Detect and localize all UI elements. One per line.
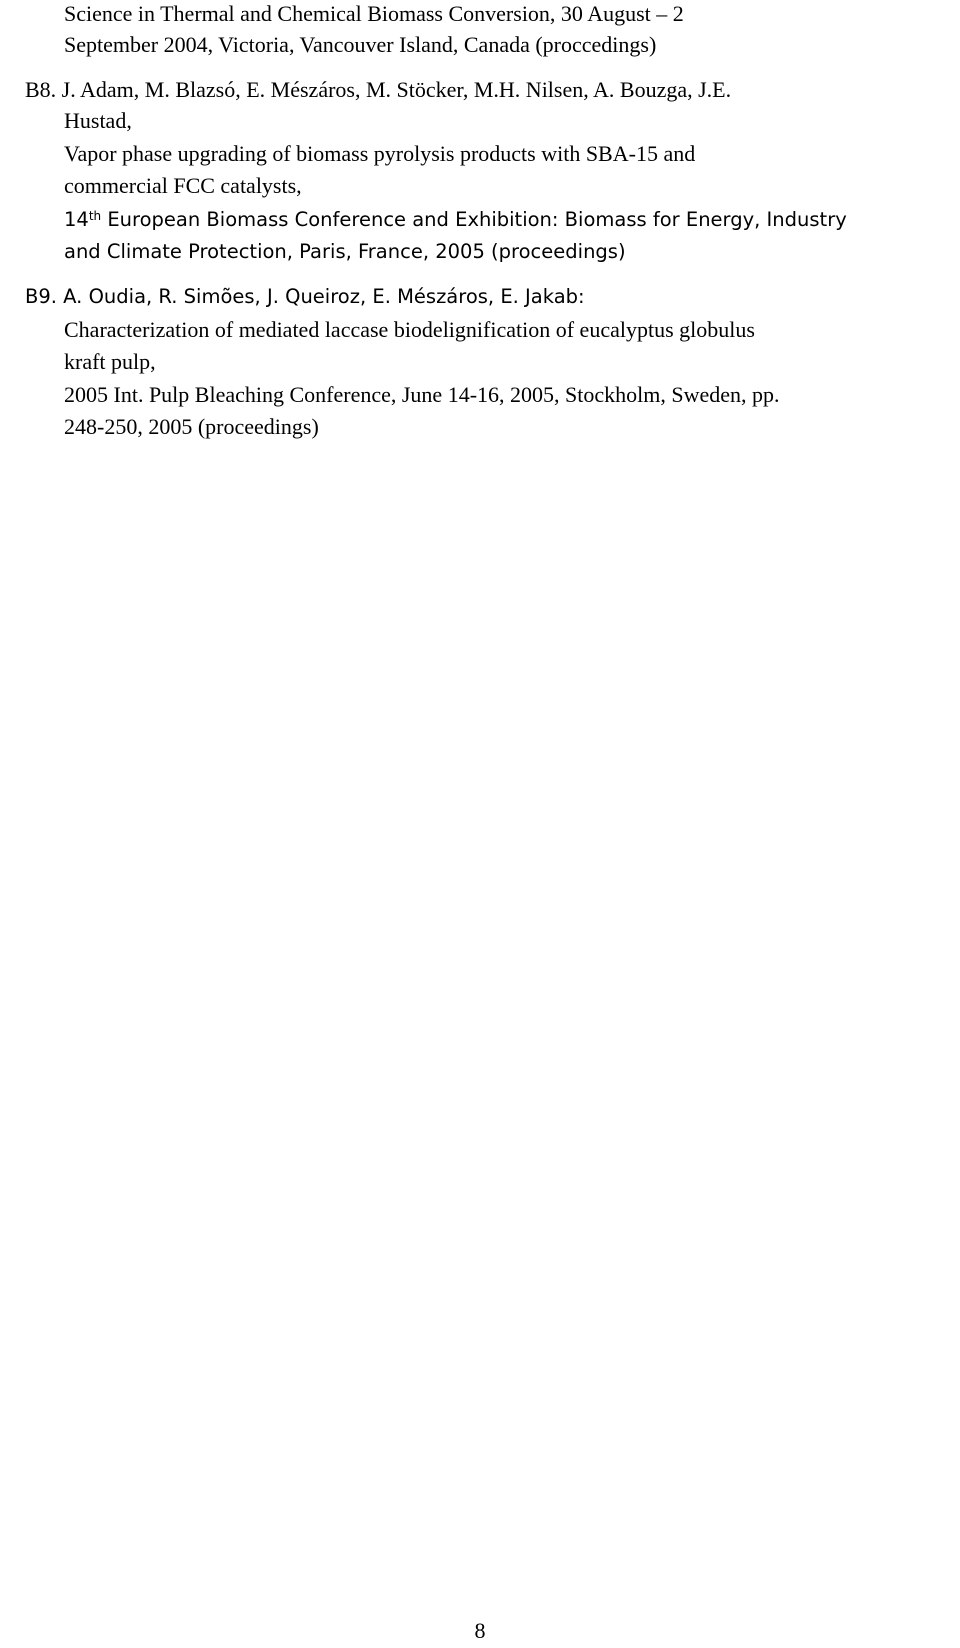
text-line: kraft pulp, bbox=[64, 349, 156, 374]
reference-title: Vapor phase upgrading of biomass pyrolysis products with SBA-15 and bbox=[64, 141, 696, 166]
ordinal-number: 14 bbox=[64, 208, 89, 231]
text-line: and Climate Protection, Paris, France, 2005 (proceedings) bbox=[64, 240, 626, 263]
ordinal-suffix: th bbox=[88, 209, 102, 223]
page-number: 8 bbox=[474, 1618, 486, 1643]
reference-authors: B9. A. Oudia, R. Simões, J. Queiroz, E. Mészáros, E. Jakab: bbox=[25, 285, 585, 308]
text-line: 248-250, 2005 (proceedings) bbox=[64, 414, 319, 439]
reference-venue: 2005 Int. Pulp Bleaching Conference, June 14-16, 2005, Stockholm, Sweden, pp. bbox=[64, 382, 780, 407]
reference-venue bbox=[64, 206, 847, 234]
text-line: Hustad, bbox=[64, 108, 132, 133]
reference-authors: B8. J. Adam, M. Blazsó, E. Mészáros, M. Stöcker, M.H. Nilsen, A. Bouzga, J.E. bbox=[25, 77, 732, 102]
text-line: commercial FCC catalysts, bbox=[64, 173, 302, 198]
reference-title: Characterization of mediated laccase biodelignification of eucalyptus globulus bbox=[64, 317, 755, 342]
venue-text: European Biomass Conference and Exhibition: Biomass for Energy, Industry bbox=[101, 208, 847, 231]
text-line: Science in Thermal and Chemical Biomass Conversion, 30 August – 2 bbox=[64, 1, 684, 26]
text-line: September 2004, Victoria, Vancouver Island, Canada (proccedings) bbox=[64, 32, 657, 57]
